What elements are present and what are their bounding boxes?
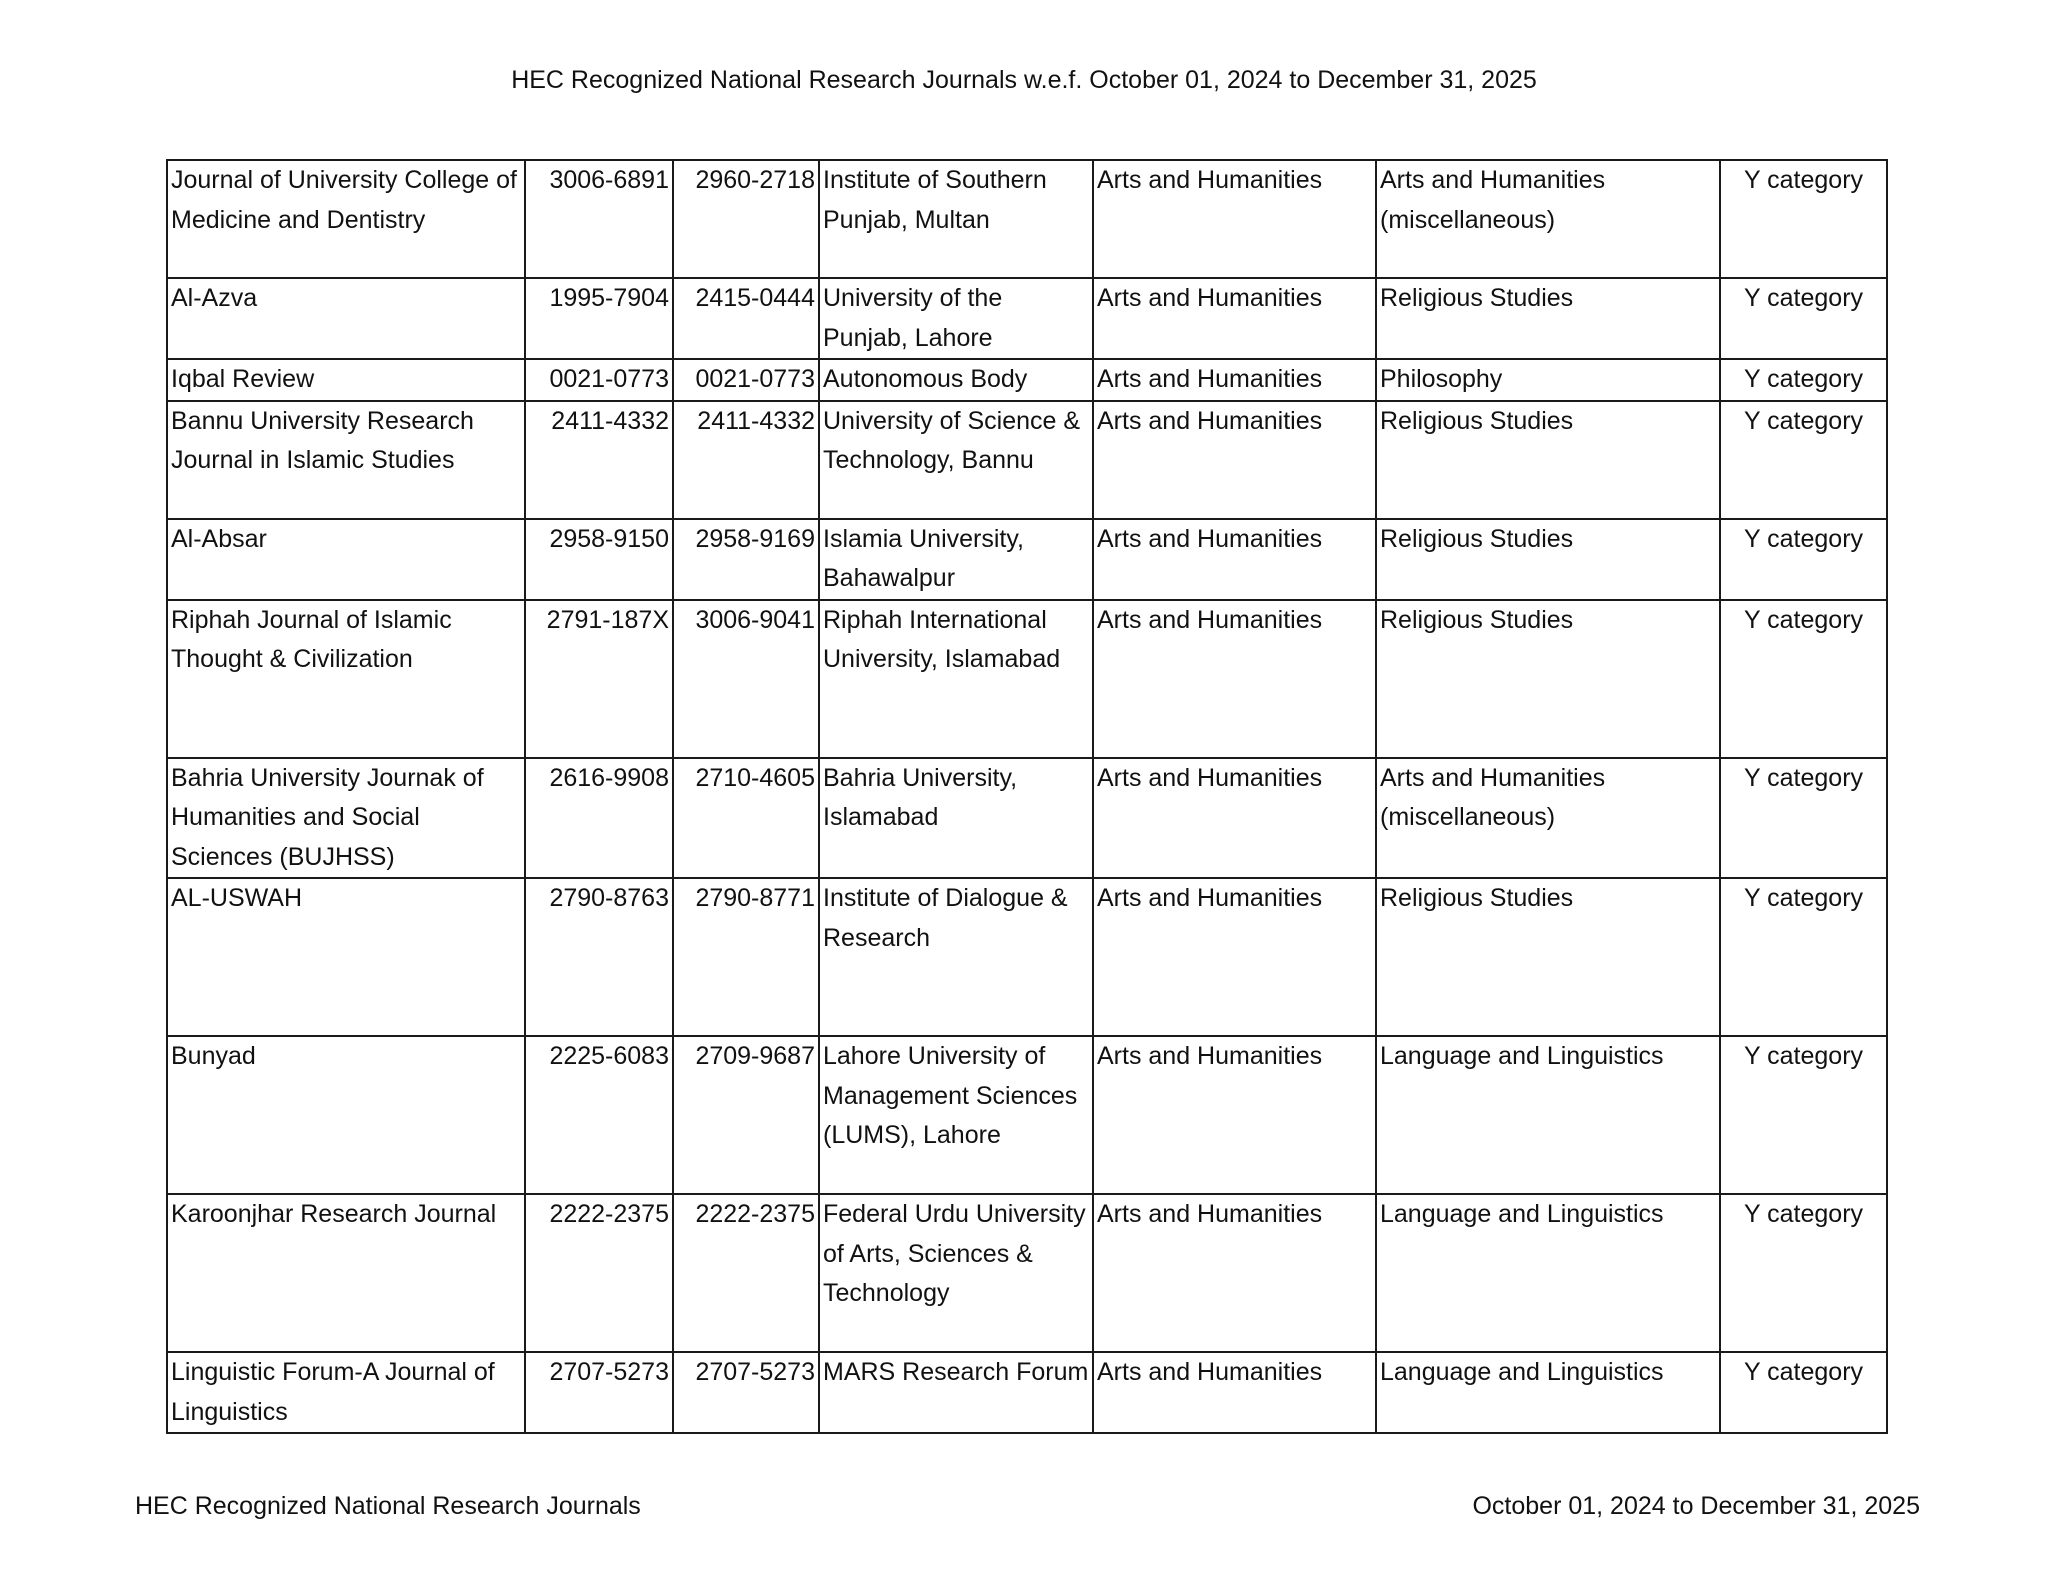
journal-title-cell: Karoonjhar Research Journal bbox=[167, 1194, 525, 1352]
issn-cell: 2791-187X bbox=[525, 600, 673, 758]
journal-title-cell: Linguistic Forum-A Journal of Linguistics bbox=[167, 1352, 525, 1433]
issn-cell: 0021-0773 bbox=[525, 359, 673, 401]
journal-title-cell: AL-USWAH bbox=[167, 878, 525, 1036]
publisher-cell: Autonomous Body bbox=[819, 359, 1093, 401]
issn-cell: 2411-4332 bbox=[525, 401, 673, 519]
area-cell: Arts and Humanities bbox=[1093, 878, 1376, 1036]
subject-cell: Arts and Humanities (miscellaneous) bbox=[1376, 160, 1720, 278]
area-cell: Arts and Humanities bbox=[1093, 519, 1376, 600]
table-row bbox=[167, 401, 1887, 519]
eissn-cell: 2960-2718 bbox=[673, 160, 819, 278]
publisher-cell: Riphah International University, Islamabad bbox=[819, 600, 1093, 758]
table-row bbox=[167, 359, 1887, 401]
eissn-cell: 2710-4605 bbox=[673, 758, 819, 879]
publisher-cell: Islamia University, Bahawalpur bbox=[819, 519, 1093, 600]
issn-cell: 1995-7904 bbox=[525, 278, 673, 359]
journal-title-cell: Bunyad bbox=[167, 1036, 525, 1194]
eissn-cell: 2411-4332 bbox=[673, 401, 819, 519]
area-cell: Arts and Humanities bbox=[1093, 160, 1376, 278]
subject-cell: Language and Linguistics bbox=[1376, 1036, 1720, 1194]
table-row bbox=[167, 1036, 1887, 1194]
issn-cell: 2707-5273 bbox=[525, 1352, 673, 1433]
publisher-cell: Lahore University of Management Sciences (LUMS), Lahore bbox=[819, 1036, 1093, 1194]
subject-cell: Religious Studies bbox=[1376, 519, 1720, 600]
footer-date-range: October 01, 2024 to December 31, 2025 bbox=[1472, 1492, 1920, 1520]
journal-title-cell: Riphah Journal of Islamic Thought & Civilization bbox=[167, 600, 525, 758]
subject-cell: Language and Linguistics bbox=[1376, 1352, 1720, 1433]
subject-cell: Philosophy bbox=[1376, 359, 1720, 401]
category-cell: Y category bbox=[1720, 600, 1887, 758]
journal-title-cell: Bannu University Research Journal in Islamic Studies bbox=[167, 401, 525, 519]
area-cell: Arts and Humanities bbox=[1093, 359, 1376, 401]
issn-cell: 3006-6891 bbox=[525, 160, 673, 278]
publisher-cell: Bahria University, Islamabad bbox=[819, 758, 1093, 879]
area-cell: Arts and Humanities bbox=[1093, 401, 1376, 519]
category-cell: Y category bbox=[1720, 1194, 1887, 1352]
category-cell: Y category bbox=[1720, 878, 1887, 1036]
publisher-cell: University of Science & Technology, Bannu bbox=[819, 401, 1093, 519]
publisher-cell: Federal Urdu University of Arts, Sciences & Technology bbox=[819, 1194, 1093, 1352]
table-row bbox=[167, 160, 1887, 278]
category-cell: Y category bbox=[1720, 758, 1887, 879]
issn-cell: 2790-8763 bbox=[525, 878, 673, 1036]
table-row bbox=[167, 1194, 1887, 1352]
footer-title: HEC Recognized National Research Journals bbox=[135, 1492, 641, 1520]
category-cell: Y category bbox=[1720, 519, 1887, 600]
publisher-cell: Institute of Southern Punjab, Multan bbox=[819, 160, 1093, 278]
table-row bbox=[167, 519, 1887, 600]
eissn-cell: 2709-9687 bbox=[673, 1036, 819, 1194]
area-cell: Arts and Humanities bbox=[1093, 600, 1376, 758]
eissn-cell: 2707-5273 bbox=[673, 1352, 819, 1433]
table-row bbox=[167, 600, 1887, 758]
publisher-cell: Institute of Dialogue & Research bbox=[819, 878, 1093, 1036]
subject-cell: Language and Linguistics bbox=[1376, 1194, 1720, 1352]
publisher-cell: University of the Punjab, Lahore bbox=[819, 278, 1093, 359]
area-cell: Arts and Humanities bbox=[1093, 1352, 1376, 1433]
category-cell: Y category bbox=[1720, 160, 1887, 278]
area-cell: Arts and Humanities bbox=[1093, 1194, 1376, 1352]
journals-table bbox=[166, 159, 1888, 1434]
eissn-cell: 3006-9041 bbox=[673, 600, 819, 758]
journal-title-cell: Al-Azva bbox=[167, 278, 525, 359]
table-row bbox=[167, 878, 1887, 1036]
table-row bbox=[167, 278, 1887, 359]
eissn-cell: 2958-9169 bbox=[673, 519, 819, 600]
subject-cell: Religious Studies bbox=[1376, 878, 1720, 1036]
category-cell: Y category bbox=[1720, 401, 1887, 519]
category-cell: Y category bbox=[1720, 278, 1887, 359]
journal-title-cell: Bahria University Journak of Humanities and Social Sciences (BUJHSS) bbox=[167, 758, 525, 879]
table-row bbox=[167, 1352, 1887, 1433]
category-cell: Y category bbox=[1720, 1036, 1887, 1194]
issn-cell: 2222-2375 bbox=[525, 1194, 673, 1352]
category-cell: Y category bbox=[1720, 359, 1887, 401]
eissn-cell: 0021-0773 bbox=[673, 359, 819, 401]
subject-cell: Religious Studies bbox=[1376, 401, 1720, 519]
area-cell: Arts and Humanities bbox=[1093, 1036, 1376, 1194]
journal-title-cell: Iqbal Review bbox=[167, 359, 525, 401]
issn-cell: 2958-9150 bbox=[525, 519, 673, 600]
eissn-cell: 2790-8771 bbox=[673, 878, 819, 1036]
page-title: HEC Recognized National Research Journals w.e.f. October 01, 2024 to December 31, 2025 bbox=[511, 66, 1537, 94]
subject-cell: Religious Studies bbox=[1376, 278, 1720, 359]
subject-cell: Arts and Humanities (miscellaneous) bbox=[1376, 758, 1720, 879]
area-cell: Arts and Humanities bbox=[1093, 758, 1376, 879]
subject-cell: Religious Studies bbox=[1376, 600, 1720, 758]
table-row bbox=[167, 758, 1887, 879]
category-cell: Y category bbox=[1720, 1352, 1887, 1433]
publisher-cell: MARS Research Forum bbox=[819, 1352, 1093, 1433]
journal-title-cell: Journal of University College of Medicine and Dentistry bbox=[167, 160, 525, 278]
issn-cell: 2616-9908 bbox=[525, 758, 673, 879]
journal-title-cell: Al-Absar bbox=[167, 519, 525, 600]
eissn-cell: 2415-0444 bbox=[673, 278, 819, 359]
eissn-cell: 2222-2375 bbox=[673, 1194, 819, 1352]
area-cell: Arts and Humanities bbox=[1093, 278, 1376, 359]
issn-cell: 2225-6083 bbox=[525, 1036, 673, 1194]
